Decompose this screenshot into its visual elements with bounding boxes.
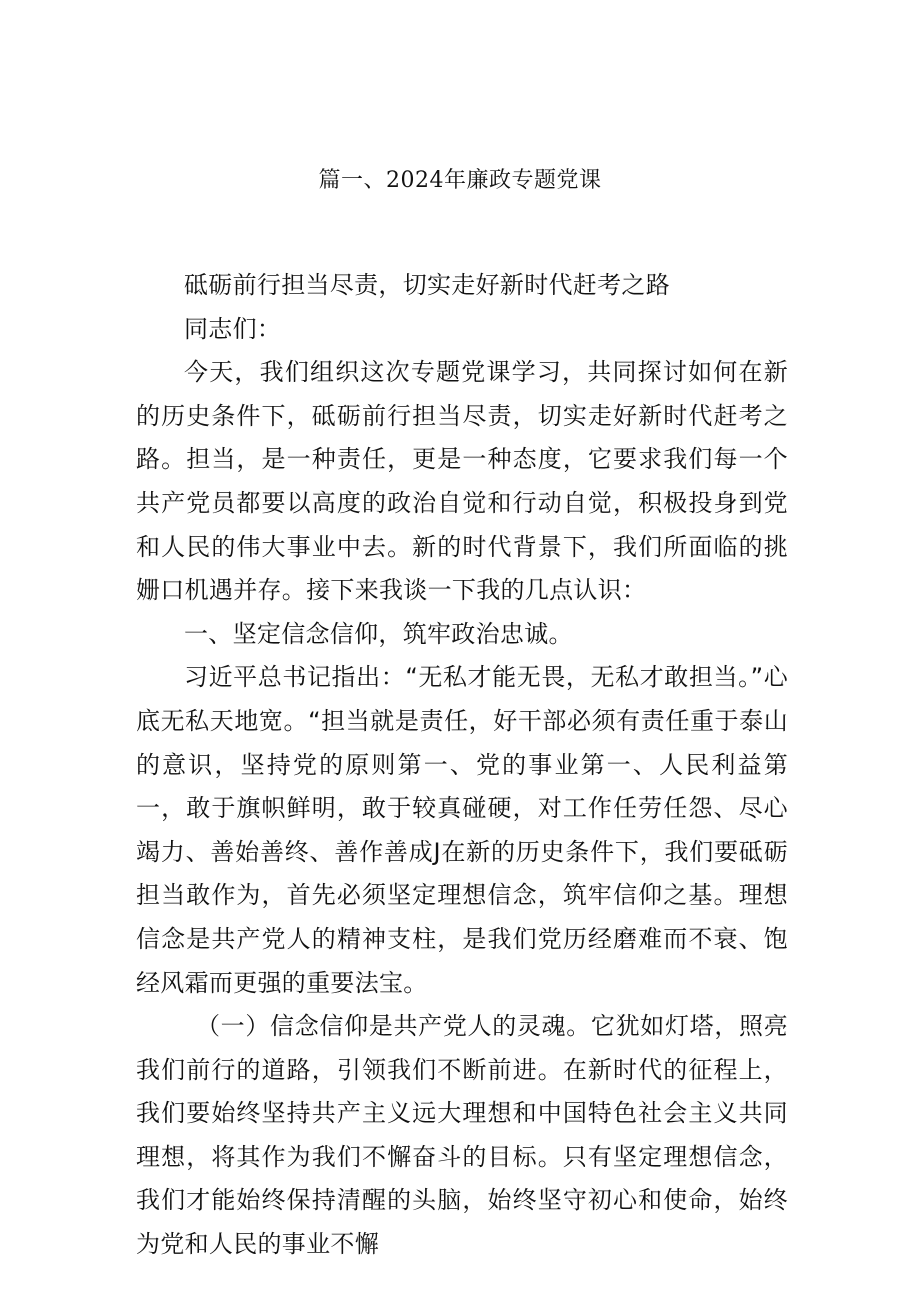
document-title: 篇一、2024年廉政专题党课 (318, 168, 602, 193)
intro-paragraph: 今天，我们组织这次专题党课学习，共同探讨如何在新的历史条件下，砥砺前行担当尽责，切实走好新时代赶考之路。担当，是一种责任，更是一种态度，它要求我们每一个共产党员都要以高度的政治自觉和行动自觉，积极投身到党和人民的伟大事业中去。新的时代背景下，我们所面临的挑姗口机遇并存。接下来我谈一下我的几点认识： (136, 358, 788, 605)
body-paragraph: 习近平总书记指出：“无私才能无畏，无私才敢担当。”心底无私天地宽。“担当就是责任，好干部必须有责任重于泰山的意识，坚持党的原则第一、党的事业第一、人民利益第一，敢于旗帜鲜明，敢于较真碰硬，对工作任劳任怨、尽心竭力、善始善终、善作善成J在新的历史条件下，我们要砥砺担当敢作为，首先必须坚定理想信念，筑牢信仰之基。理想信念是共产党人的精神支柱，是我们党历经磨难而不衰、饱经风霜而更强的重要法宝。 (136, 663, 788, 997)
salutation: 同志们： (184, 314, 282, 343)
lecture-heading: 砥砺前行担当尽责，切实走好新时代赶考之路 (184, 271, 670, 299)
section-heading-1: 一、坚定信念信仰，筑牢政治忠诚。 (184, 619, 573, 648)
document-body (136, 264, 788, 1267)
subsection-paragraph-1: （一）信念信仰是共产党人的灵魂。它犹如灯塔，照亮我们前行的道路，引领我们不断前进。在新时代的征程上，我们要始终坚持共产主义远大理想和中国特色社会主义共同理想，将其作为我们不懈奋斗的目标。只有坚定理想信念，我们才能始终保持清醒的头脑，始终坚守初心和使命，始终为党和人民的事业不懈 (136, 1012, 788, 1259)
